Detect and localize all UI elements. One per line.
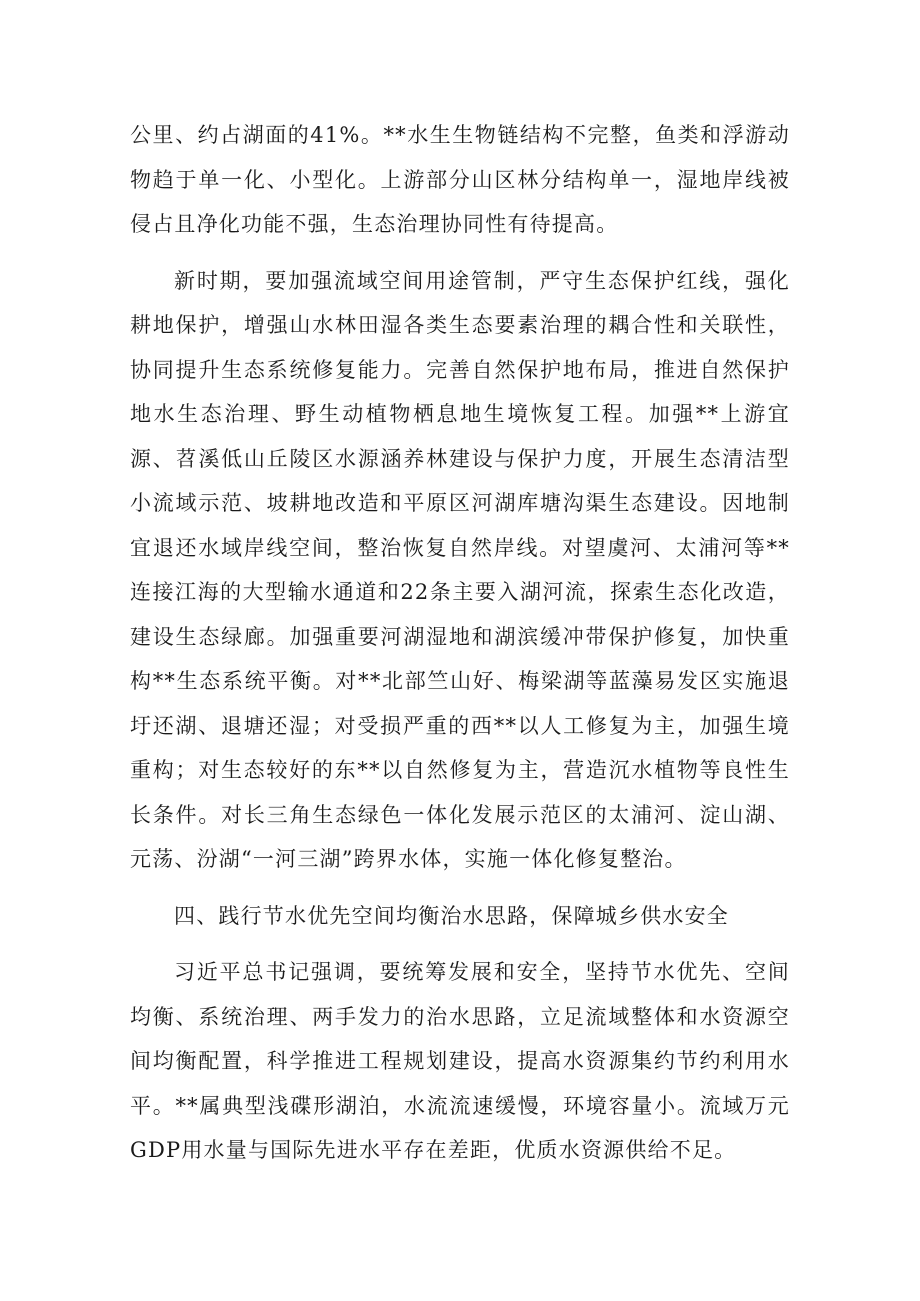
paragraph-continuation: 公里、约占湖面的41%。**水生生物链结构不完整，鱼类和浮游动物趋于单一化、小型化。上游部分山区林分结构单一，湿地岸线被侵占且净化功能不强，生态治理协同性有待提高。	[130, 123, 790, 236]
document-body	[130, 113, 790, 1173]
section-heading-water-saving: 四、践行节水优先空间均衡治水思路，保障城乡供水安全	[174, 903, 729, 928]
paragraph-water-governance: 习近平总书记强调，要统筹发展和安全，坚持节水优先、空间均衡、系统治理、两手发力的治水思路，立足流域整体和水资源空间均衡配置，科学推进工程规划建设，提高水资源集约节约利用水平。**属典型浅碟形湖泊，水流流速缓慢，环境容量小。流域万元GDP用水量与国际先进水平存在差距，优质水资源供给不足。	[130, 960, 790, 1162]
paragraph-ecological-restoration: 新时期，要加强流域空间用途管制，严守生态保护红线，强化耕地保护，增强山水林田湿各类生态要素治理的耦合性和关联性，协同提升生态系统修复能力。完善自然保护地布局，推进自然保护地水生态治理、野生动植物栖息地生境恢复工程。加强**上游宜源、苕溪低山丘陵区水源涵养林建设与保护力度，开展生态清洁型小流域示范、坡耕地改造和平原区河湖库塘沟渠生态建设。因地制宜退还水域岸线空间，整治恢复自然岸线。对望虞河、太浦河等**连接江海的大型输水通道和22条主要入湖河流，探索生态化改造，建设生态绿廊。加强重要河湖湿地和湖滨缓冲带保护修复，加快重构**生态系统平衡。对**北部竺山好、梅梁湖等蓝藻易发区实施退圩还湖、退塘还湿；对受损严重的西**以人工修复为主，加强生境重构；对生态较好的东**以自然修复为主，营造沉水植物等良性生长条件。对长三角生态绿色一体化发展示范区的太浦河、淀山湖、元荡、汾湖“一河三湖”跨界水体，实施一体化修复整治。	[130, 268, 790, 871]
